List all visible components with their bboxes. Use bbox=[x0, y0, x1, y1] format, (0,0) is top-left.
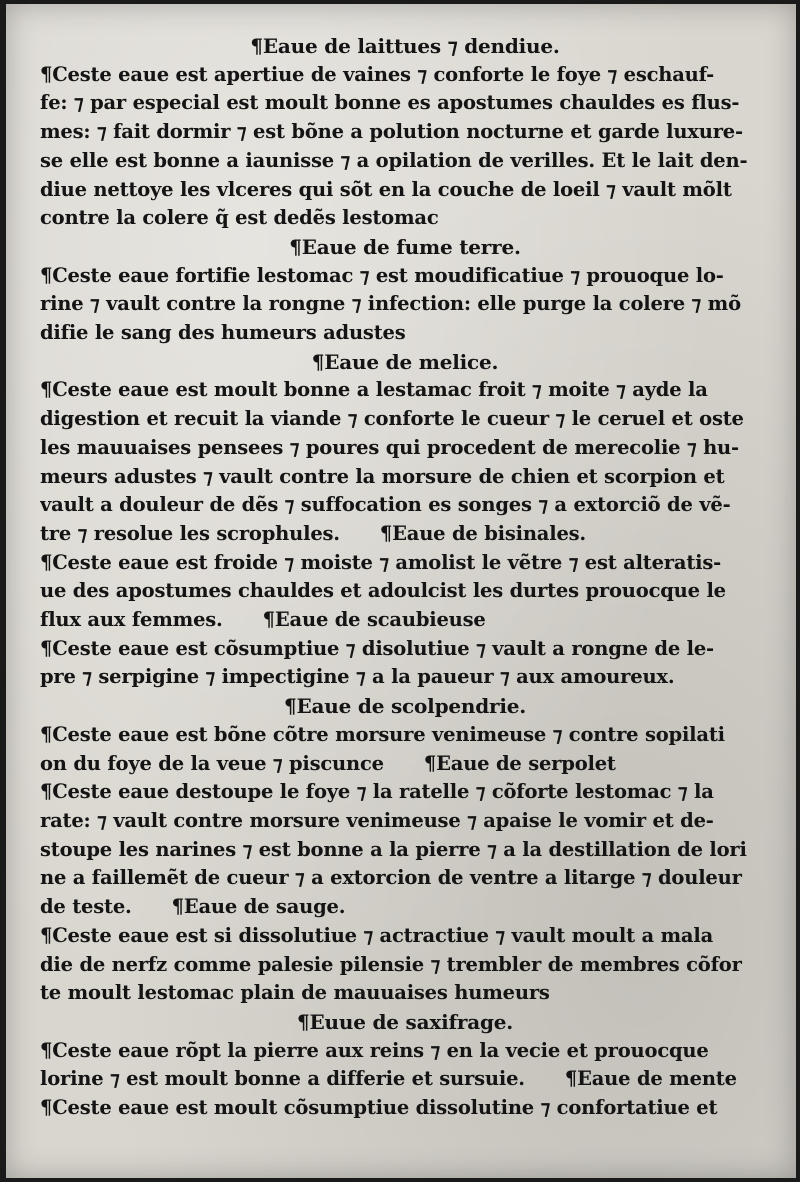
line-text: fe: ⁊ par especial est moult bonne es apostumes chauldes es flus- bbox=[40, 91, 740, 115]
line-text: rate: ⁊ vault contre morsure venimeuse ⁊ apaise le vomir et de- bbox=[40, 808, 714, 832]
line-text: ne a faillemẽt de cueur ⁊ a extorcion de ventre a litarge ⁊ douleur bbox=[40, 866, 742, 890]
line-text: ¶Ceste eaue destoupe le foye ⁊ la ratelle ⁊ cõforte lestomac ⁊ la bbox=[40, 780, 714, 804]
line-text: pre ⁊ serpigine ⁊ impectigine ⁊ a la paueur ⁊ aux amoureux. bbox=[40, 665, 675, 689]
inline-section-heading: ¶Eaue de mente bbox=[564, 1067, 737, 1091]
line-text: ¶Ceste eaue rõpt la pierre aux reins ⁊ en la vecie et prouocque bbox=[40, 1038, 709, 1062]
text-line bbox=[40, 778, 770, 807]
line-text: ¶Eaue de laittues ⁊ dendiue. bbox=[250, 34, 560, 58]
text-line bbox=[40, 89, 770, 118]
line-text: ¶Eaue de scolpendrie. bbox=[283, 694, 527, 719]
line-text: ¶Eaue de melice. bbox=[311, 349, 499, 374]
text-line bbox=[40, 319, 770, 348]
section-heading bbox=[40, 348, 770, 377]
text-line bbox=[40, 491, 770, 520]
text-line bbox=[40, 262, 770, 291]
line-text: meurs adustes ⁊ vault contre la morsure de chien et scorpion et bbox=[40, 464, 725, 488]
line-text: mes: ⁊ fait dormir ⁊ est bõne a polution nocturne et garde luxure- bbox=[40, 120, 743, 144]
section-heading bbox=[40, 692, 770, 721]
inline-section-heading: ¶Eaue de sauge. bbox=[171, 895, 346, 919]
line-text: difie le sang des humeurs adustes bbox=[40, 321, 406, 345]
line-text: tre ⁊ resolue les scrophules. bbox=[40, 521, 340, 545]
line-text: ¶Ceste eaue est moult cõsumptiue dissolutine ⁊ confortatiue et bbox=[40, 1096, 718, 1120]
text-line bbox=[40, 577, 770, 606]
line-text: vault a douleur de dẽs ⁊ suffocation es songes ⁊ a extorciõ de vẽ- bbox=[40, 493, 731, 517]
text-line bbox=[40, 721, 770, 750]
text-line bbox=[40, 405, 770, 434]
line-text: ue des apostumes chauldes et adoulcist les durtes prouocque le bbox=[40, 579, 726, 603]
line-text: contre la colere q̃ est dedẽs lestomac bbox=[40, 206, 439, 230]
text-line bbox=[40, 836, 770, 865]
line-text: les mauuaises pensees ⁊ poures qui procedent de merecolie ⁊ hu- bbox=[40, 435, 739, 459]
text-line bbox=[40, 520, 770, 549]
section-heading bbox=[40, 1008, 770, 1037]
text-line bbox=[40, 606, 770, 635]
text-line bbox=[40, 176, 770, 205]
text-line bbox=[40, 807, 770, 836]
line-text: te moult lestomac plain de mauuaises humeurs bbox=[40, 981, 550, 1005]
text-line bbox=[40, 290, 770, 319]
line-text: de teste. bbox=[40, 895, 132, 919]
text-line bbox=[40, 979, 770, 1008]
text-line bbox=[40, 1094, 770, 1123]
line-text: lorine ⁊ est moult bonne a differie et sursuie. bbox=[40, 1067, 525, 1091]
line-text: on du foye de la veue ⁊ piscunce bbox=[40, 751, 384, 775]
line-text: flux aux femmes. bbox=[40, 608, 223, 632]
section-heading bbox=[40, 233, 770, 262]
text-line bbox=[40, 663, 770, 692]
inline-section-heading: ¶Eaue de serpolet bbox=[423, 751, 616, 775]
text-line bbox=[40, 893, 770, 922]
text-line bbox=[40, 750, 770, 779]
text-line bbox=[40, 61, 770, 90]
line-text: ¶Ceste eaue est bõne cõtre morsure venimeuse ⁊ contre sopilati bbox=[40, 722, 725, 746]
section-heading bbox=[40, 32, 770, 61]
text-line bbox=[40, 1037, 770, 1066]
text-line bbox=[40, 147, 770, 176]
line-text: se elle est bonne a iaunisse ⁊ a opilation de verilles. Et le lait den- bbox=[40, 148, 748, 172]
line-text: ¶Euue de saxifrage. bbox=[296, 1009, 514, 1034]
line-text: digestion et recuit la viande ⁊ conforte le cueur ⁊ le ceruel et oste bbox=[40, 407, 744, 431]
text-line bbox=[40, 922, 770, 951]
line-text: die de nerfz comme palesie pilensie ⁊ trembler de membres cõfor bbox=[40, 952, 742, 976]
line-text: ¶Ceste eaue est moult bonne a lestamac froit ⁊ moite ⁊ ayde la bbox=[40, 378, 708, 402]
text-line bbox=[40, 549, 770, 578]
text-line bbox=[40, 635, 770, 664]
line-text: ¶Ceste eaue est apertiue de vaines ⁊ conforte le foye ⁊ eschauf- bbox=[40, 62, 715, 86]
inline-section-heading: ¶Eaue de scaubieuse bbox=[262, 608, 486, 632]
text-line bbox=[40, 864, 770, 893]
text-line bbox=[40, 204, 770, 233]
line-text: ¶Ceste eaue fortifie lestomac ⁊ est moudificatiue ⁊ prouoque lo- bbox=[40, 263, 724, 287]
line-text: diue nettoye les vlceres qui sõt en la couche de loeil ⁊ vault mõlt bbox=[40, 177, 732, 201]
line-text: rine ⁊ vault contre la rongne ⁊ infection: elle purge la colere ⁊ mõ bbox=[40, 292, 741, 316]
line-text: ¶Ceste eaue est cõsumptiue ⁊ disolutiue ⁊ vault a rongne de le- bbox=[40, 636, 714, 660]
line-text: ¶Ceste eaue est si dissolutiue ⁊ actractiue ⁊ vault moult a mala bbox=[40, 923, 714, 947]
text-line bbox=[40, 1065, 770, 1094]
text-line bbox=[40, 951, 770, 980]
text-line bbox=[40, 463, 770, 492]
text-line bbox=[40, 118, 770, 147]
text-line bbox=[40, 434, 770, 463]
line-text: stoupe les narines ⁊ est bonne a la pierre ⁊ a la destillation de lori bbox=[40, 837, 747, 861]
line-text: ¶Ceste eaue est froide ⁊ moiste ⁊ amolist le vẽtre ⁊ est alteratis- bbox=[40, 550, 722, 574]
text-line bbox=[40, 376, 770, 405]
scanned-page bbox=[6, 4, 796, 1178]
inline-section-heading: ¶Eaue de bisinales. bbox=[379, 521, 587, 545]
line-text: ¶Eaue de fume terre. bbox=[289, 234, 521, 259]
blackletter-text-block bbox=[40, 32, 770, 1123]
